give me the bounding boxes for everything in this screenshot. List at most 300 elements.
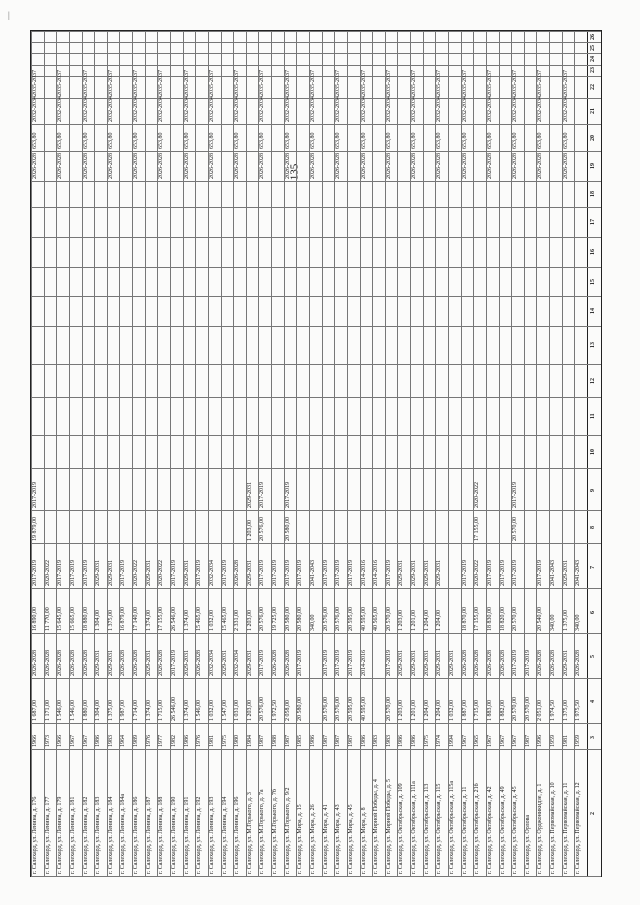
- column-number: 23: [590, 67, 596, 74]
- value-cell: 2017-2019: [57, 560, 64, 587]
- value-cell: 1 304,00: [95, 609, 102, 631]
- value-cell: 2029-2031: [246, 649, 253, 676]
- value-cell: 340,00: [575, 614, 582, 631]
- value-cell: 20 570,00: [385, 606, 392, 631]
- value-cell: 1 887,00: [461, 699, 468, 721]
- value-cell: 1 972,50: [272, 699, 279, 721]
- schedule-cell: 2026-2028: [158, 152, 165, 179]
- value-cell: 1 304,00: [95, 699, 102, 721]
- value-cell: 2029-2031: [95, 649, 102, 676]
- value-cell: 1967: [69, 734, 76, 747]
- address-cell: г. Салехард, ул. Мирной Победы, д. 5: [385, 779, 392, 874]
- schedule-cell: 2035-2037: [436, 70, 443, 97]
- value-cell: 1 883,00: [486, 699, 493, 721]
- value-cell: 2029-2031: [183, 560, 190, 587]
- address-cell: г. Салехард, ул. Октябрьская, д. 111а: [411, 781, 418, 874]
- value-cell: 2017-2019: [32, 481, 38, 508]
- value-cell: 1 032,00: [208, 699, 215, 721]
- schedule-cell: 2032-2034: [234, 96, 241, 123]
- value-cell: 2032-2034: [234, 649, 241, 676]
- value-cell: 1 714,00: [133, 699, 140, 721]
- column-divider: [31, 124, 601, 125]
- value-cell: 2017-2019: [512, 560, 519, 587]
- value-cell: 340,00: [310, 614, 316, 631]
- value-cell: 2 058,00: [284, 699, 291, 721]
- value-cell: 2017-2019: [347, 649, 354, 676]
- value-cell: 2017-2019: [297, 649, 304, 676]
- value-cell: 2017-2019: [537, 560, 544, 587]
- column-number: 6: [590, 610, 596, 614]
- value-cell: 15 465,00: [221, 606, 228, 631]
- value-cell: 1984: [246, 734, 253, 747]
- value-cell: 1975: [221, 734, 228, 747]
- value-cell: 2017-2019: [385, 649, 392, 676]
- column-number: 15: [590, 278, 596, 285]
- address-cell: г. Салехард, ул. Октябрьская, д. 42: [486, 786, 493, 874]
- value-cell: 20 576,00: [322, 696, 329, 721]
- column-divider: [31, 364, 601, 365]
- schedule-cell: 2026-2028: [32, 152, 38, 179]
- value-cell: 1 546,00: [69, 699, 76, 721]
- schedule-cell: 2026-2028: [82, 152, 89, 179]
- value-cell: 1964: [120, 734, 127, 747]
- column-number: 19: [590, 162, 596, 169]
- schedule-cell: 2035-2037: [335, 70, 342, 97]
- value-cell: 1996: [537, 734, 544, 747]
- column-number: 10: [590, 448, 596, 455]
- column-number: 25: [590, 44, 596, 51]
- value-cell: 2014-2016: [360, 560, 367, 587]
- schedule-cell: 2035-2037: [158, 70, 165, 97]
- value-cell: 2029-2031: [562, 560, 569, 587]
- value-cell: 2029-2031: [411, 560, 418, 587]
- value-cell: 1967: [461, 734, 468, 747]
- value-cell: 1981: [208, 734, 215, 747]
- schedule-cell: 2032-2034: [385, 96, 392, 123]
- value-cell: 1 715,00: [474, 699, 481, 721]
- schedule-cell: 2032-2034: [183, 96, 190, 123]
- schedule-cell: 2032-2034: [486, 96, 493, 123]
- schedule-cell: 2035-2037: [411, 70, 418, 97]
- address-cell: г. Салехард, ул. Ленина, д. 192: [196, 796, 203, 874]
- value-cell: 1987: [322, 734, 329, 747]
- schedule-cell: 2032-2034: [512, 96, 519, 123]
- value-cell: 1 204,00: [436, 699, 443, 721]
- column-number: 8: [590, 526, 596, 530]
- value-cell: 19 879,00: [32, 517, 38, 542]
- address-cell: г. Салехард, ул. Октябрьская, д. 21б: [474, 783, 481, 874]
- column-divider: [31, 31, 601, 32]
- value-cell: 2017-2019: [297, 560, 304, 587]
- value-cell: 1 201,00: [411, 699, 418, 721]
- schedule-cell: 653,80: [284, 132, 291, 149]
- value-cell: 1 375,00: [107, 609, 114, 631]
- column-divider: [31, 53, 601, 54]
- schedule-cell: 2032-2034: [158, 96, 165, 123]
- value-cell: 2029-2031: [145, 560, 152, 587]
- value-cell: 1965: [474, 734, 481, 747]
- column-divider: [31, 296, 601, 297]
- value-cell: 2017-2019: [259, 649, 266, 676]
- value-cell: 2017-2019: [272, 560, 279, 587]
- value-cell: 20 570,00: [524, 696, 531, 721]
- address-cell: г. Салехард, ул. М.Горького, д. 3: [246, 792, 253, 874]
- value-cell: 20 576,00: [335, 696, 342, 721]
- value-cell: 1 375,00: [562, 609, 569, 631]
- schedule-cell: 2032-2034: [360, 96, 367, 123]
- value-cell: 2029-2031: [423, 649, 430, 676]
- value-cell: 2029-2031: [183, 649, 190, 676]
- value-cell: 2026-2028: [69, 649, 76, 676]
- schedule-cell: 2032-2034: [284, 96, 291, 123]
- schedule-cell: 653,80: [411, 132, 418, 149]
- address-cell: г. Салехард, ул. Орджоникидзе, д. 1: [537, 783, 544, 874]
- value-cell: 2017-2019: [284, 560, 291, 587]
- value-cell: 17 155,00: [158, 606, 165, 631]
- address-cell: г. Салехард, ул. Ленина, д. 177: [44, 796, 51, 874]
- column-divider: [31, 42, 601, 43]
- value-cell: 1 203,00: [246, 609, 253, 631]
- value-cell: 2029-2031: [145, 649, 152, 676]
- value-cell: 1988: [272, 734, 279, 747]
- value-cell: 20 595,00: [347, 696, 354, 721]
- value-cell: 1967: [512, 734, 519, 747]
- value-cell: 2029-2031: [221, 649, 228, 676]
- column-number: 17: [590, 218, 596, 225]
- address-cell: г. Салехард, ул. Мира, д. 8: [360, 807, 367, 874]
- address-cell: г. Салехард, ул. Октябрьская, д. 113: [423, 783, 430, 874]
- schedule-cell: 2032-2034: [537, 96, 544, 123]
- column-number: 4: [590, 700, 596, 704]
- value-cell: 17 155,00: [474, 517, 481, 542]
- schedule-cell: 2026-2028: [310, 152, 316, 179]
- schedule-cell: 2026-2028: [183, 152, 190, 179]
- value-cell: 20 576,00: [335, 606, 342, 631]
- value-cell: 2026-2028: [44, 649, 51, 676]
- value-cell: 2026-2028: [82, 649, 89, 676]
- value-cell: 2017-2019: [499, 560, 506, 587]
- value-cell: 340,00: [550, 614, 557, 631]
- address-cell: г. Салехард, ул. Ленина, д. 188: [158, 796, 165, 874]
- value-cell: 1986: [310, 734, 316, 747]
- value-cell: 2017-2019: [512, 649, 519, 676]
- address-cell: г. Салехард, ул. Мира, д. 43: [335, 804, 342, 874]
- value-cell: 2017-2019: [322, 649, 329, 676]
- value-cell: 20 576,00: [259, 606, 266, 631]
- schedule-cell: 2026-2028: [107, 152, 114, 179]
- schedule-cell: 653,80: [486, 132, 493, 149]
- schedule-cell: 2035-2037: [82, 70, 89, 97]
- value-cell: 1966: [57, 734, 64, 747]
- schedule-cell: 2032-2034: [335, 96, 342, 123]
- schedule-cell: 653,80: [208, 132, 215, 149]
- value-cell: 2020-2022: [44, 560, 51, 587]
- schedule-cell: 2035-2037: [537, 70, 544, 97]
- value-cell: 2 051,00: [537, 699, 544, 721]
- value-cell: 1987: [284, 734, 291, 747]
- value-cell: 20 580,00: [284, 606, 291, 631]
- value-cell: 2026-2028: [474, 649, 481, 676]
- value-cell: 1 375,00: [562, 699, 569, 721]
- address-cell: г. Салехард, ул. Мира, д. 41: [322, 804, 329, 874]
- column-divider: [31, 435, 601, 436]
- value-cell: 1966: [32, 734, 38, 747]
- address-cell: г. Салехард, ул. Октябрьская, д. 49: [499, 786, 506, 874]
- value-cell: 1983: [107, 734, 114, 747]
- value-cell: 2026-2028: [537, 649, 544, 676]
- value-cell: 19 725,00: [272, 606, 279, 631]
- column-number: 2: [590, 812, 596, 816]
- value-cell: 1 687,00: [32, 699, 38, 721]
- value-cell: 2017-2019: [259, 560, 266, 587]
- value-cell: 1 974,50: [550, 699, 557, 721]
- value-cell: 1987: [259, 734, 266, 747]
- schedule-cell: 2032-2034: [107, 96, 114, 123]
- column-divider: [31, 678, 601, 679]
- column-divider: [31, 723, 601, 724]
- address-cell: г. Салехард, ул. Ленина, д. 182: [82, 796, 89, 874]
- value-cell: 1 546,00: [57, 699, 64, 721]
- schedule-cell: 653,80: [335, 132, 342, 149]
- value-cell: 1 374,00: [183, 609, 190, 631]
- schedule-cell: 2035-2037: [57, 70, 64, 97]
- column-number: 3: [590, 735, 596, 739]
- column-divider: [31, 468, 601, 469]
- value-cell: 1973: [44, 734, 51, 747]
- address-cell: г. Салехард, ул. Первомайская, д. 12: [575, 782, 582, 874]
- schedule-cell: 2035-2037: [32, 70, 38, 97]
- column-divider: [31, 749, 601, 750]
- value-cell: 15 465,00: [196, 606, 203, 631]
- schedule-cell: 2026-2028: [385, 152, 392, 179]
- value-cell: 2029-2031: [398, 560, 405, 587]
- value-cell: 40 565,00: [373, 606, 380, 631]
- value-cell: 1 546,00: [196, 699, 203, 721]
- value-cell: 2026-2028: [158, 649, 165, 676]
- value-cell: 1986: [183, 734, 190, 747]
- schedule-cell: 2026-2028: [360, 152, 367, 179]
- value-cell: 1983: [385, 734, 392, 747]
- value-cell: 15 645,00: [57, 606, 64, 631]
- value-cell: 2029-2031: [436, 649, 443, 676]
- schedule-cell: 653,80: [259, 132, 266, 149]
- value-cell: 1 547,00: [221, 699, 228, 721]
- value-cell: 1 374,00: [145, 609, 152, 631]
- value-cell: 20 576,00: [322, 606, 329, 631]
- schedule-cell: 2035-2037: [284, 70, 291, 97]
- address-cell: г. Салехард, ул. Октябрьская, д. 11: [461, 786, 468, 874]
- schedule-cell: 2032-2034: [562, 96, 569, 123]
- address-cell: г. Салехард, ул. Мира, д. 15: [297, 804, 304, 874]
- value-cell: 1994: [449, 734, 455, 747]
- page-number: 135: [288, 163, 301, 181]
- value-cell: 2026-2028: [550, 649, 557, 676]
- schedule-cell: 2026-2028: [537, 152, 544, 179]
- schedule-cell: 653,80: [158, 132, 165, 149]
- value-cell: 2017-2019: [486, 560, 493, 587]
- address-cell: г. Салехард, ул. Мира, д. 45: [347, 804, 354, 874]
- value-cell: 2 331,00: [234, 609, 241, 631]
- value-cell: 20 570,00: [512, 696, 519, 721]
- schedule-cell: 2035-2037: [310, 70, 316, 97]
- column-number: 11: [590, 413, 596, 420]
- value-cell: 2029-2031: [246, 481, 253, 508]
- value-cell: 2017-2019: [171, 560, 177, 587]
- column-divider: [31, 207, 601, 208]
- value-cell: 1981: [562, 734, 569, 747]
- address-cell: г. Салехард, ул. Октябрьская, д. 115а: [449, 780, 455, 874]
- value-cell: 1967: [486, 734, 493, 747]
- value-cell: 2017-2019: [259, 481, 266, 508]
- value-cell: 2026-2028: [196, 649, 203, 676]
- address-cell: г. Салехард, ул. Ленина, д. 181: [69, 796, 76, 874]
- column-divider: [31, 237, 601, 238]
- value-cell: 1985: [297, 734, 304, 747]
- value-cell: 2029-2031: [398, 649, 405, 676]
- schedule-cell: 2032-2034: [133, 96, 140, 123]
- column-divider: [31, 65, 601, 66]
- value-cell: 2014-2016: [360, 649, 367, 676]
- address-cell: г. Салехард, ул. Ленина, д. 183: [95, 796, 102, 874]
- address-cell: г. Салехард, ул. М.Горького, д. 9/2: [284, 787, 291, 874]
- value-cell: 20 540,00: [537, 606, 544, 631]
- column-divider: [31, 181, 601, 182]
- address-cell: г. Салехард, ул. Октябрьская, д. 45: [512, 786, 519, 874]
- schedule-cell: 2032-2034: [436, 96, 443, 123]
- value-cell: 1986: [95, 734, 102, 747]
- margin-mark: |: [8, 10, 10, 20]
- schedule-cell: 2032-2034: [310, 96, 316, 123]
- value-cell: 1 204,00: [436, 609, 443, 631]
- value-cell: 18 830,00: [486, 606, 493, 631]
- schedule-cell: 2032-2034: [57, 96, 64, 123]
- value-cell: 26 546,00: [171, 606, 177, 631]
- value-cell: 2017-2019: [524, 649, 531, 676]
- value-cell: 1977: [158, 734, 165, 747]
- column-divider: [31, 326, 601, 327]
- value-cell: 2017-2019: [82, 560, 89, 587]
- value-cell: 2026-2028: [284, 649, 291, 676]
- column-number: 20: [590, 134, 596, 141]
- value-cell: 16 890,00: [32, 606, 38, 631]
- value-cell: 26 546,00: [171, 696, 177, 721]
- value-cell: 2017-2019: [221, 560, 228, 587]
- value-cell: 2029-2031: [246, 560, 253, 587]
- schedule-cell: 2026-2028: [411, 152, 418, 179]
- value-cell: 17 155,00: [474, 606, 481, 631]
- schedule-cell: 653,80: [385, 132, 392, 149]
- value-cell: 2041-2043: [310, 560, 316, 587]
- value-cell: 1959: [575, 734, 582, 747]
- schedule-cell: 653,80: [562, 132, 569, 149]
- schedule-cell: 2032-2034: [82, 96, 89, 123]
- address-cell: г. Салехард, ул. Ленина, д. 184: [107, 796, 114, 874]
- value-cell: 2017-2019: [69, 560, 76, 587]
- schedule-cell: 2026-2028: [335, 152, 342, 179]
- schedule-cell: 2035-2037: [512, 70, 519, 97]
- value-cell: 1976: [196, 734, 203, 747]
- schedule-cell: 2026-2028: [461, 152, 468, 179]
- column-divider: [31, 588, 601, 589]
- column-number: 13: [590, 342, 596, 349]
- value-cell: 2017-2019: [335, 649, 342, 676]
- value-cell: 2041-2043: [550, 560, 557, 587]
- value-cell: 40 595,00: [360, 606, 367, 631]
- value-cell: 20 580,00: [297, 696, 304, 721]
- value-cell: 2026-2028: [120, 649, 127, 676]
- value-cell: 2026-2028: [133, 649, 140, 676]
- schedule-cell: 2032-2034: [259, 96, 266, 123]
- column-number: 7: [590, 565, 596, 569]
- address-cell: г. Салехард, ул. Ленина, д. 191: [183, 796, 190, 874]
- value-cell: 2029-2031: [423, 560, 430, 587]
- schedule-cell: 653,80: [436, 132, 443, 149]
- value-cell: 1 374,00: [183, 699, 190, 721]
- schedule-cell: 653,80: [32, 132, 38, 149]
- address-cell: г. Салехард, ул. Ленина, д. 187: [145, 796, 152, 874]
- value-cell: 1 203,00: [398, 699, 405, 721]
- value-cell: 40 595,00: [360, 696, 367, 721]
- value-cell: 20 570,00: [512, 606, 519, 631]
- schedule-cell: 2035-2037: [234, 70, 241, 97]
- address-cell: г. Салехард, ул. Ленина, д. 186: [133, 796, 140, 874]
- address-cell: г. Салехард, ул. Мирной Победы, д. 4: [373, 779, 380, 874]
- value-cell: 1 203,00: [246, 520, 253, 542]
- value-cell: 18 870,00: [461, 606, 468, 631]
- schedule-cell: 653,80: [234, 132, 241, 149]
- address-cell: г. Салехард, ул. Орлова: [524, 814, 531, 874]
- value-cell: 20 580,00: [284, 517, 291, 542]
- value-cell: 1 880,00: [82, 699, 89, 721]
- schedule-cell: 653,80: [360, 132, 367, 149]
- address-cell: г. Салехард, ул. Ленина, д. 193: [208, 796, 215, 874]
- value-cell: 2032-2034: [208, 560, 215, 587]
- column-number: 26: [590, 33, 596, 40]
- value-cell: 17 140,00: [133, 606, 140, 631]
- value-cell: 1 201,00: [411, 609, 418, 631]
- address-cell: г. Салехард, ул. Октябрьская, д. 109: [398, 783, 405, 874]
- value-cell: 1 032,00: [449, 699, 455, 721]
- schedule-cell: 2026-2028: [208, 152, 215, 179]
- schedule-cell: 2035-2037: [107, 70, 114, 97]
- column-number: 5: [590, 655, 596, 659]
- column-number: 16: [590, 248, 596, 255]
- column-divider: [31, 510, 601, 511]
- value-cell: 1976: [145, 734, 152, 747]
- value-cell: 1987: [335, 734, 342, 747]
- value-cell: 2029-2031: [436, 560, 443, 587]
- address-cell: г. Салехард, ул. Ленина, д. 194: [221, 796, 228, 874]
- schedule-cell: 653,80: [537, 132, 544, 149]
- column-number: 24: [590, 56, 596, 63]
- value-cell: 2026-2028: [461, 649, 468, 676]
- value-cell: 2017-2019: [196, 560, 203, 587]
- schedule-cell: 653,80: [133, 132, 140, 149]
- value-cell: 2020-2022: [158, 560, 165, 587]
- schedule-cell: 2032-2034: [461, 96, 468, 123]
- value-cell: 1980: [234, 734, 241, 747]
- schedule-cell: 2026-2028: [284, 152, 291, 179]
- schedule-cell: 653,80: [57, 132, 64, 149]
- value-cell: 2017-2019: [461, 560, 468, 587]
- value-cell: 2020-2022: [474, 560, 481, 587]
- value-cell: 2029-2031: [107, 560, 114, 587]
- value-cell: 20 595,00: [347, 606, 354, 631]
- schedule-cell: 653,80: [82, 132, 89, 149]
- schedule-cell: 2026-2028: [259, 152, 266, 179]
- address-cell: г. Салехард, ул. Ленина, д. 176: [32, 796, 38, 874]
- value-cell: 2029-2031: [107, 649, 114, 676]
